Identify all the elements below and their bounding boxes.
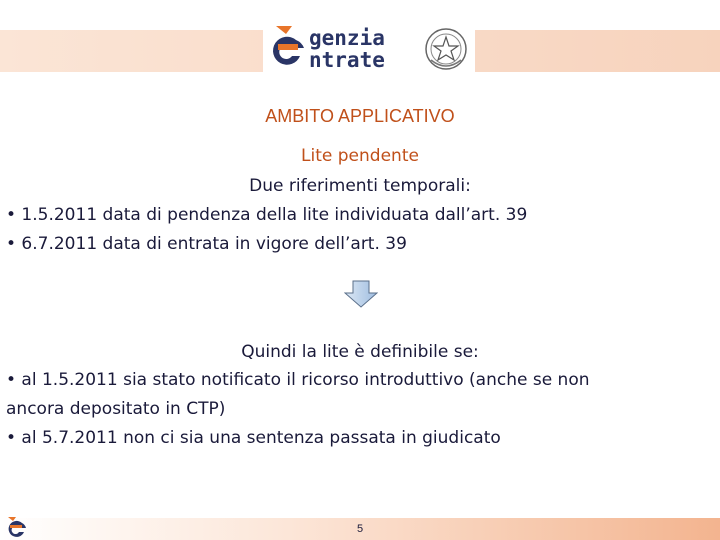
bullet-continuation: ancora depositato in CTP) bbox=[6, 399, 226, 419]
bullet-item: • al 1.5.2011 sia stato notificato il ricorso introduttivo (anche se non bbox=[6, 370, 590, 390]
down-arrow-icon bbox=[344, 280, 378, 308]
bullet-item: • 6.7.2011 data di entrata in vigore dell’art. 39 bbox=[6, 234, 407, 254]
italian-republic-emblem-icon bbox=[423, 24, 469, 74]
logo-text-line1: genzia bbox=[309, 26, 385, 50]
footer-logo-icon bbox=[2, 514, 32, 540]
page-number: 5 bbox=[356, 523, 364, 535]
block2-heading: Quindi la lite è definibile se: bbox=[241, 342, 479, 362]
agenzia-entrate-logo bbox=[263, 18, 475, 80]
block1-heading: Due riferimenti temporali: bbox=[249, 176, 471, 196]
bullet-item: • 1.5.2011 data di pendenza della lite individuata dall’art. 39 bbox=[6, 205, 528, 225]
logo-text-line2: ntrate bbox=[309, 48, 385, 72]
slide-title: AMBITO APPLICATIVO bbox=[265, 106, 455, 126]
bullet-item: • al 5.7.2011 non ci sia una sentenza passata in giudicato bbox=[6, 428, 501, 448]
slide-subtitle: Lite pendente bbox=[301, 146, 419, 166]
agenzia-entrate-e-icon bbox=[266, 22, 308, 72]
